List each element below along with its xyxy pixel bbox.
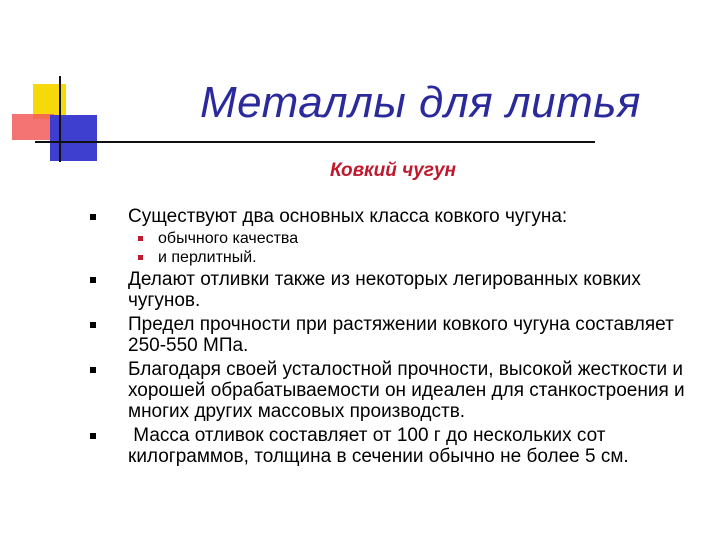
deco-vertical-line (59, 76, 61, 162)
bullet-item (88, 359, 708, 422)
bullet-text: Делают отливки также из некоторых легированных ковких чугунов. (128, 269, 641, 311)
bullet-text: Предел прочности при растяжении ковкого чугуна составляет 250-550 МПа. (128, 314, 674, 356)
bullet-item (88, 425, 708, 467)
bullet-text: Существуют два основных класса ковкого чугуна: (128, 206, 568, 227)
bullet-square-icon (90, 214, 96, 220)
title-underline (35, 141, 595, 143)
bullet-item (88, 269, 708, 311)
sub-bullet-square-icon (138, 255, 143, 260)
bullet-square-icon (90, 277, 96, 283)
bullet-square-icon (90, 433, 96, 439)
deco-blue-square (50, 115, 97, 161)
deco-red-square (12, 114, 54, 140)
sub-bullet-square-icon (138, 236, 143, 241)
bullet-item (88, 314, 708, 356)
sub-bullet-text: обычного качества (158, 230, 299, 247)
bullet-text: Масса отливок составляет от 100 г до нескольких сот килограммов, толщина в сечении обычно не более 5 см. (128, 425, 629, 467)
sub-bullet-item (88, 248, 708, 267)
slide-subtitle: Ковкий чугун (330, 160, 456, 181)
bullet-square-icon (90, 367, 96, 373)
sub-bullet-item (88, 229, 708, 248)
bullet-square-icon (90, 322, 96, 328)
slide-title: Металлы для литья (200, 78, 641, 127)
sub-bullet-text: и перлитный. (158, 249, 257, 266)
bullet-item (88, 206, 708, 227)
bullet-text: Благодаря своей усталостной прочности, высокой жесткости и хорошей обрабатываемости он идеален для станкостроения и многих других массовых производств. (128, 359, 685, 422)
bullet-list (88, 206, 708, 467)
